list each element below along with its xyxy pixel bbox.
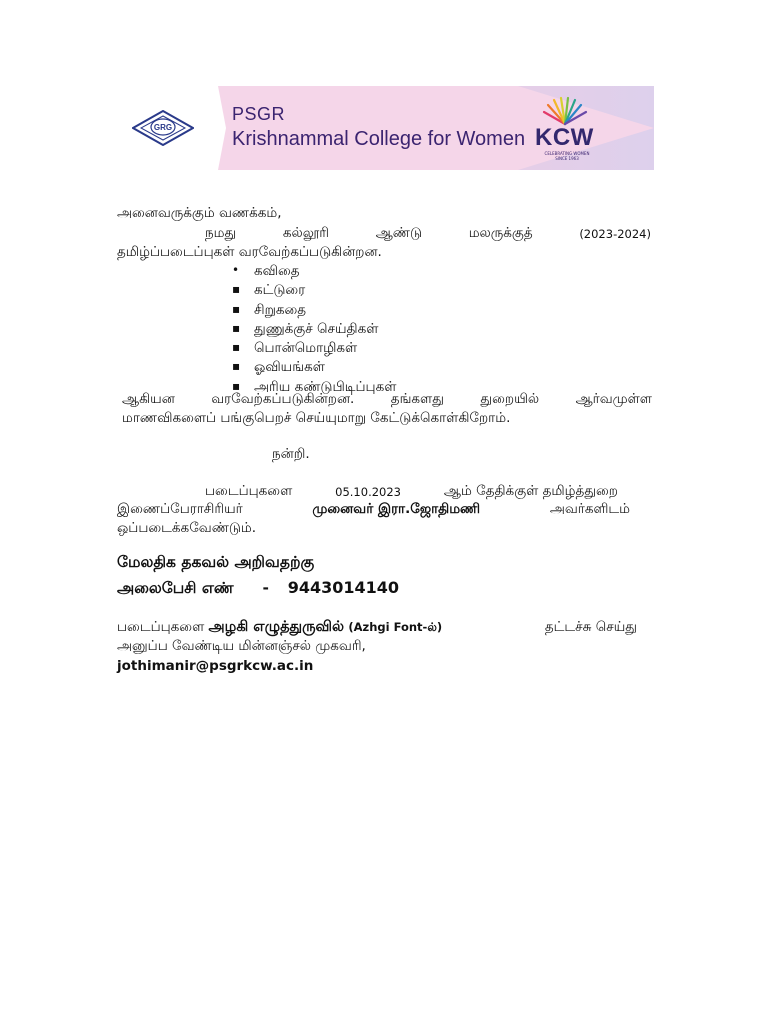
college-name-line1: PSGR xyxy=(232,104,286,124)
contact-suffix: அவர்களிடம் xyxy=(549,501,630,517)
list-item-label: அரிய கண்டுபிடிப்புகள் xyxy=(254,378,397,395)
deadline-suffix: ஆம் தேதிக்குள் தமிழ்த்துறை xyxy=(443,483,618,499)
greeting: அனைவருக்கும் வணக்கம், xyxy=(117,205,282,221)
phone-dash: - xyxy=(262,579,269,597)
intro-word-1: நமது xyxy=(205,225,237,241)
bullet-icon: • xyxy=(232,263,240,277)
intro-word-3: ஆண்டு xyxy=(375,225,422,241)
list-item-label: துணுக்குச் செய்திகள் xyxy=(254,320,379,337)
deadline-prefix: படைப்புகளை xyxy=(205,483,293,499)
paragraph-line-1: ஆகியன வரவேற்கப்படுகின்றன. தங்களது துறையில் ஆர்வமுள்ள xyxy=(122,391,652,407)
list-item xyxy=(232,359,396,378)
bullet-icon: ▪ xyxy=(232,359,241,374)
list-item xyxy=(232,321,396,340)
phone-number: 9443014140 xyxy=(287,578,400,597)
font-name: அழகி எழுத்துருவில் xyxy=(208,619,345,635)
phone-label: அலைபேசி எண் xyxy=(117,579,234,597)
contact-name: முனைவர் இரா.ஜோதிமணி xyxy=(312,501,481,517)
email-address[interactable]: jothimanir@psgrkcw.ac.in xyxy=(117,658,314,674)
intro-line-2: தமிழ்ப்படைப்புகள் வரவேற்கப்படுகின்றன. xyxy=(117,244,382,260)
list-item-label: கவிதை xyxy=(254,263,300,279)
list-item-label: கட்டுரை xyxy=(254,282,306,299)
kcw-tagline: CELEBRATING WOMEN SINCE 1963 xyxy=(544,151,590,161)
paragraph-line-2: மாணவிகளைப் பங்குபெறச் செய்யுமாறு கேட்டுக்கொள்கிறோம். xyxy=(122,410,511,426)
kcw-logo-text: KCW xyxy=(535,124,594,151)
font-instruction-line xyxy=(117,619,637,637)
college-name xyxy=(232,105,525,149)
college-name-line2: Krishnammal College for Women xyxy=(232,128,526,150)
grg-logo-text: GRG xyxy=(153,123,173,132)
font-name-english: (Azhgi Font-ல்) xyxy=(348,620,443,634)
deadline-date: 05.10.2023 xyxy=(335,485,401,499)
thanks-text: நன்றி. xyxy=(272,446,310,462)
contact-role: இணைப்பேராசிரியர் xyxy=(117,501,243,517)
list-item xyxy=(232,302,396,321)
contact-line xyxy=(117,501,630,519)
bullet-icon: ▪ xyxy=(232,378,241,393)
category-list xyxy=(232,263,396,398)
bullet-icon: ▪ xyxy=(232,340,241,355)
bullet-icon: ▪ xyxy=(232,282,241,297)
list-item-label: சிறுகதை xyxy=(254,301,307,318)
info-heading: மேலதிக தகவல் அறிவதற்கு xyxy=(117,553,315,571)
bullet-icon: ▪ xyxy=(232,320,241,335)
grg-logo-icon xyxy=(132,110,194,146)
intro-year: (2023-2024) xyxy=(579,227,651,241)
intro-word-2: கல்லூரி xyxy=(282,225,329,241)
list-item xyxy=(232,282,396,301)
list-item-label: ஓவியங்கள் xyxy=(254,359,325,376)
phone-line xyxy=(117,578,399,599)
font-instruction-prefix: படைப்புகளை xyxy=(117,619,205,635)
list-item-label: பொன்மொழிகள் xyxy=(254,340,358,357)
submit-line: ஒப்படைக்கவேண்டும். xyxy=(117,520,257,536)
list-item xyxy=(232,263,396,282)
deadline-line xyxy=(205,483,618,501)
font-instruction-suffix: தட்டச்சு செய்து xyxy=(544,619,637,635)
intro-word-4: மலருக்குத் xyxy=(468,225,533,241)
bullet-icon: ▪ xyxy=(232,301,241,316)
college-banner xyxy=(118,86,654,170)
intro-line xyxy=(205,225,651,243)
email-label: அனுப்ப வேண்டிய மின்னஞ்சல் முகவரி, xyxy=(117,638,366,654)
list-item xyxy=(232,340,396,359)
